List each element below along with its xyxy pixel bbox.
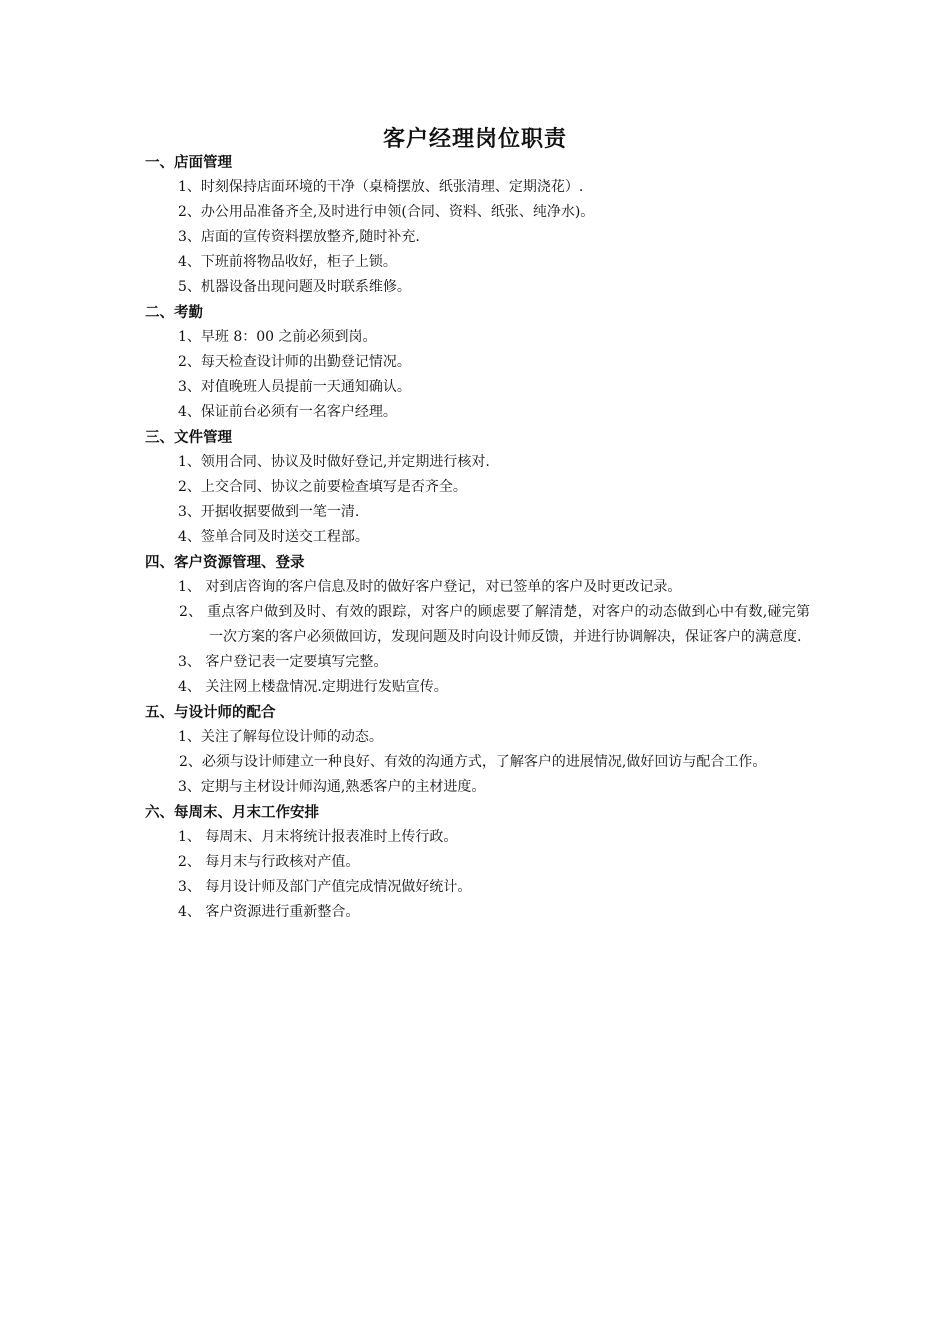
list-item: 4、 关注网上楼盘情况.定期进行发贴宣传。 — [178, 679, 448, 695]
list-item: 1、关注了解每位设计师的动态。 — [178, 729, 383, 745]
list-item: 2、每天检查设计师的出勤登记情况。 — [178, 354, 411, 370]
document-title: 客户经理岗位职责 — [382, 126, 567, 152]
list-item: 1、 每周末、月末将统计报表准时上传行政。 — [178, 829, 458, 845]
section-heading: 六、每周末、月末工作安排 — [145, 804, 319, 821]
list-item: 1、领用合同、协议及时做好登记,并定期进行核对. — [178, 454, 490, 470]
list-item: 3、开据收据要做到一笔一清. — [178, 504, 360, 520]
list-item: 1、 对到店咨询的客户信息及时的做好客户登记，对已签单的客户及时更改记录。 — [178, 579, 682, 595]
list-item: 3、对值晚班人员提前一天通知确认。 — [178, 379, 411, 395]
section-designer-cooperation — [145, 700, 810, 800]
list-item: 1、时刻保持店面环境的干净（桌椅摆放、纸张清理、定期浇花）. — [178, 179, 584, 195]
section-attendance — [145, 300, 810, 425]
list-item: 4、签单合同及时送交工程部。 — [178, 529, 369, 545]
list-item: 3、 客户登记表一定要填写完整。 — [178, 654, 388, 670]
list-item: 2、办公用品准备齐全,及时进行申领(合同、资料、纸张、纯净水)。 — [178, 204, 595, 220]
section-document-management — [145, 425, 810, 550]
section-customer-resources — [145, 550, 810, 700]
section-heading: 一、店面管理 — [145, 154, 232, 171]
section-heading: 五、与设计师的配合 — [145, 704, 276, 721]
section-weekly-monthly-schedule — [145, 800, 810, 925]
list-item: 2、必须与设计师建立一种良好、有效的沟通方式，了解客户的进展情况,做好回访与配合工作。 — [179, 754, 767, 770]
document-body — [145, 150, 810, 925]
section-heading: 四、客户资源管理、登录 — [145, 554, 305, 571]
section-store-management — [145, 150, 810, 300]
list-item: 2、上交合同、协议之前要检查填写是否齐全。 — [178, 479, 467, 495]
list-item: 3、 每月设计师及部门产值完成情况做好统计。 — [178, 879, 472, 895]
list-item: 4、 客户资源进行重新整合。 — [178, 904, 360, 920]
list-item: 5、机器设备出现问题及时联系维修。 — [178, 279, 411, 295]
section-heading: 二、考勤 — [145, 304, 203, 321]
list-item: 2、 重点客户做到及时、有效的跟踪，对客户的顾虑要了解清楚，对客户的动态做到心中有数,碰完第一次方案的客户必须做回访，发现问题及时向设计师反馈，并进行协调解决，保证客户的满意度. — [179, 604, 810, 645]
list-item: 2、 每月末与行政核对产值。 — [178, 854, 360, 870]
section-heading: 三、文件管理 — [145, 429, 232, 446]
list-item: 4、下班前将物品收好，柜子上锁。 — [178, 254, 397, 270]
list-item: 3、店面的宣传资料摆放整齐,随时补充. — [178, 229, 420, 245]
list-item: 4、保证前台必须有一名客户经理。 — [178, 404, 397, 420]
list-item: 3、定期与主材设计师沟通,熟悉客户的主材进度。 — [178, 779, 486, 795]
list-item: 1、早班 8：00 之前必须到岗。 — [178, 329, 377, 345]
